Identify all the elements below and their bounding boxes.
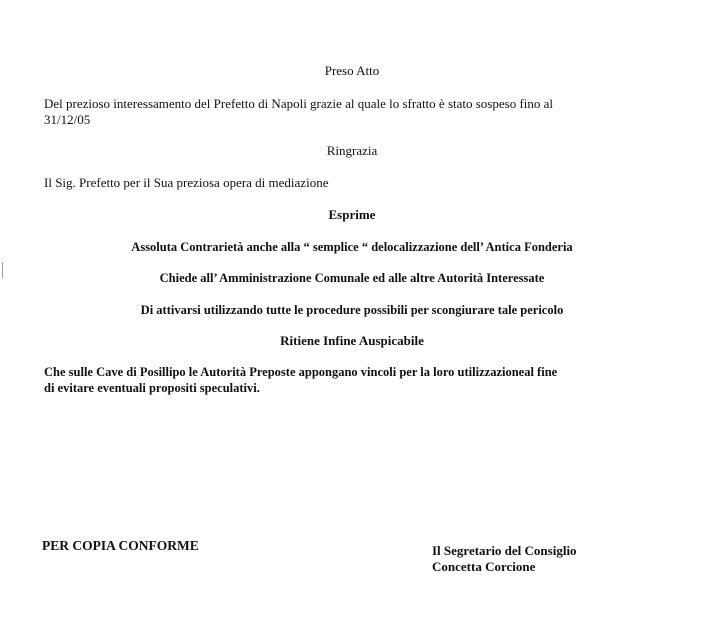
heading-preso-atto: Preso Atto [324, 63, 380, 78]
copy-conforme-label: PER COPIA CONFORME [42, 538, 199, 553]
esprime-text-line-3: Di attivarsi utilizzando tutte le procedure possibili per scongiurare tale pericolo [140, 303, 564, 317]
preso-atto-text-line-1: Del prezioso interessamento del Prefetto di Napoli grazie al quale lo sfratto è stato sospeso fino al [44, 96, 554, 111]
ritiene-text-line-1: Che sulle Cave di Posillipo le Autorità Preposte appongano vincoli per la loro utilizzazioneal fine [44, 365, 558, 379]
heading-esprime: Esprime [328, 207, 376, 222]
esprime-text-line-1: Assoluta Contrarietà anche alla “ semplice “ delocalizzazione dell’ Antica Fonderia [131, 240, 573, 254]
heading-ringrazia: Ringrazia [326, 143, 378, 158]
signatory-name: Concetta Corcione [432, 559, 536, 574]
scan-edge-mark [2, 262, 3, 278]
esprime-text-line-2: Chiede all’ Amministrazione Comunale ed alle altre Autorità Interessate [159, 271, 545, 285]
preso-atto-text-line-2: 31/12/05 [44, 112, 91, 127]
ritiene-text-line-2: di evitare eventuali propositi speculativi. [44, 381, 260, 395]
signatory-title: Il Segretario del Consiglio [432, 543, 577, 558]
ringrazia-text-line: Il Sig. Prefetto per il Sua preziosa opera di mediazione [44, 175, 329, 190]
heading-ritiene-infine: Ritiene Infine Auspicabile [280, 333, 424, 348]
